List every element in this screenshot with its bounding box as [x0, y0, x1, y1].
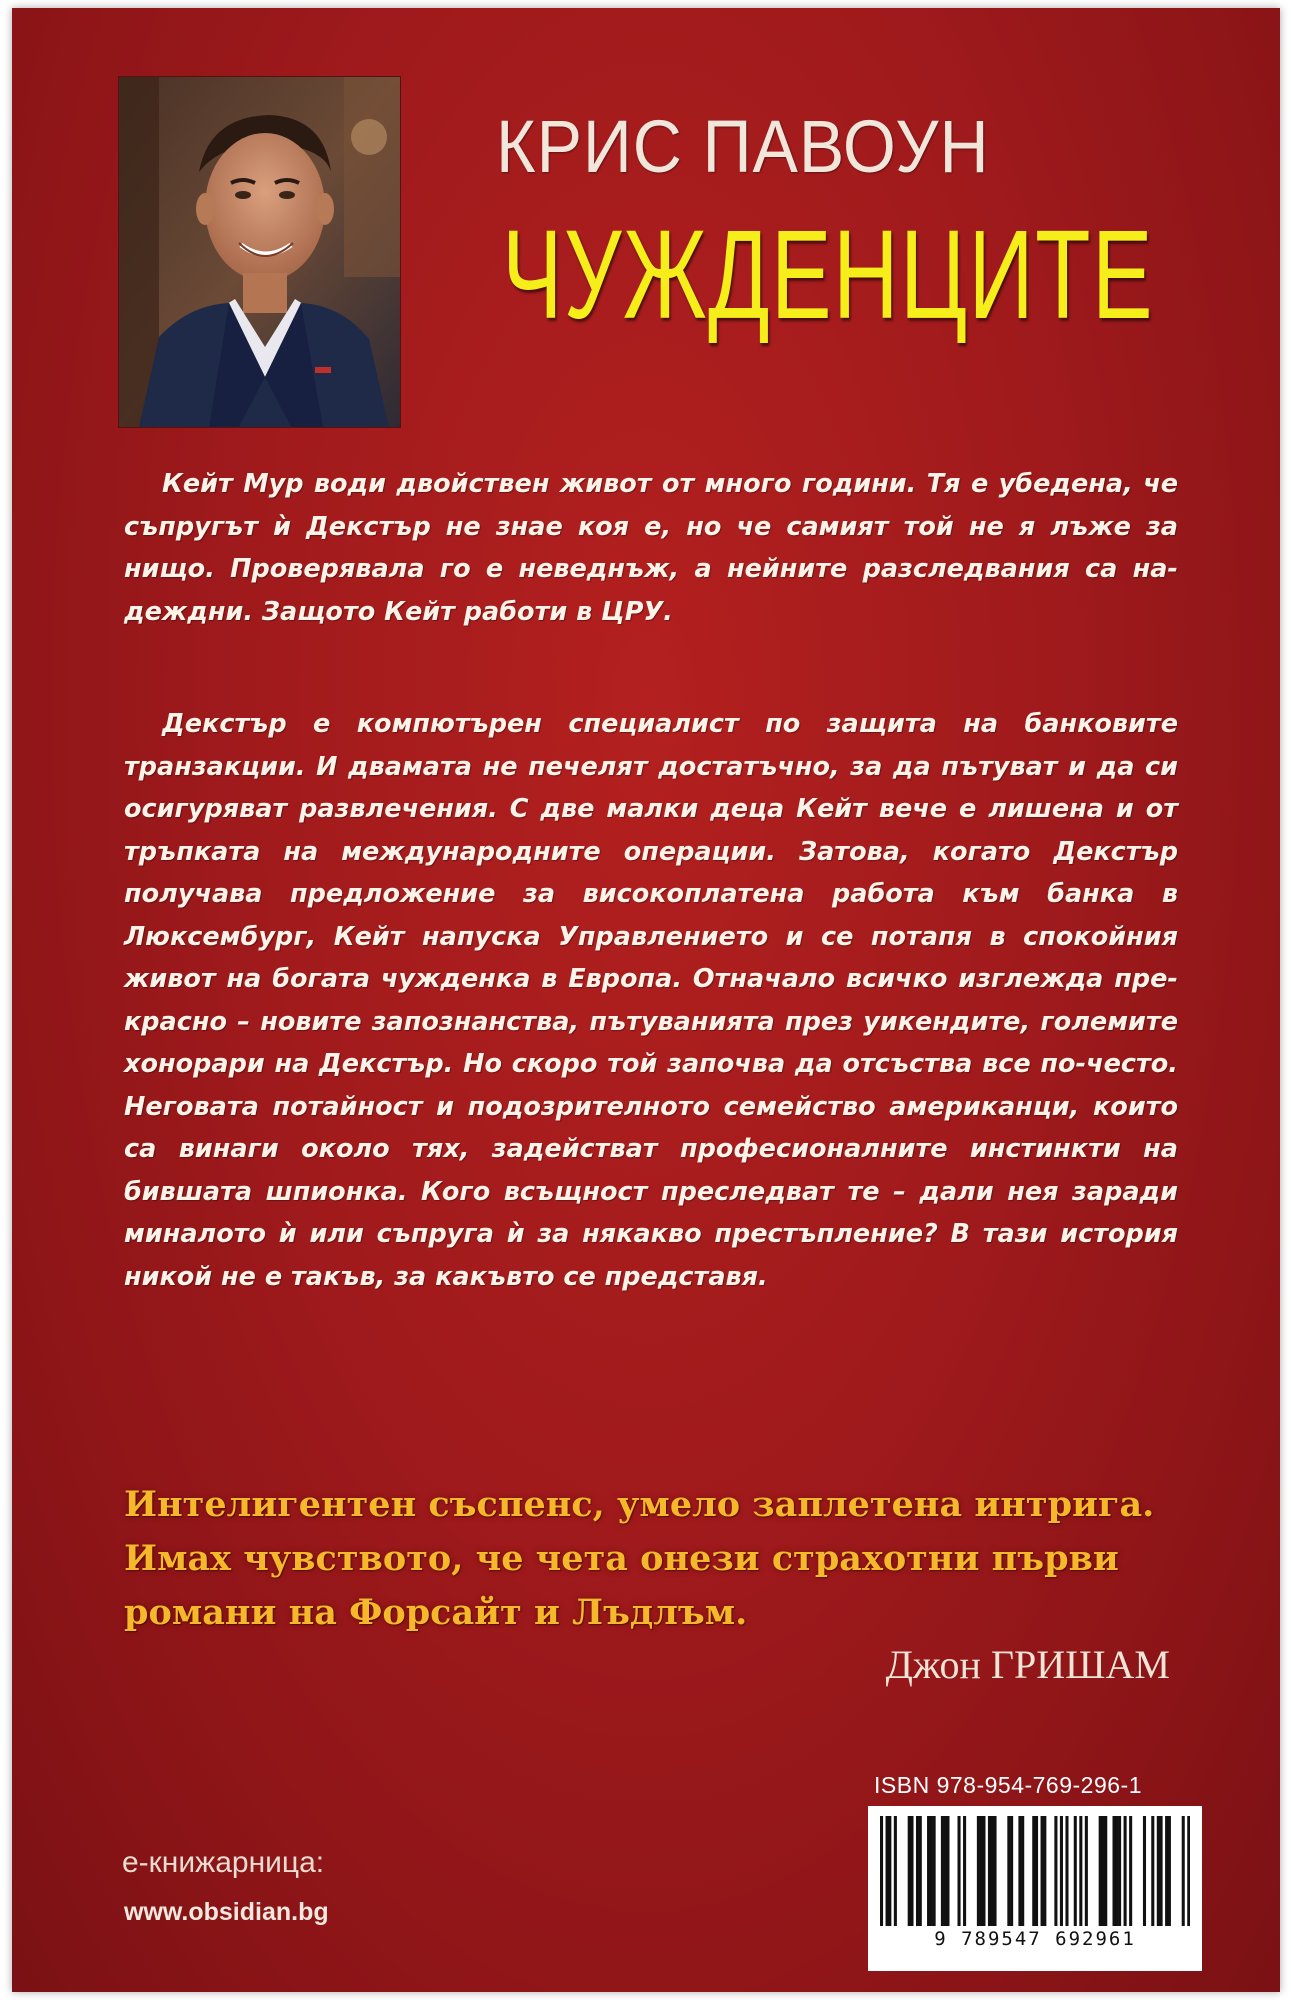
barcode-bar — [1160, 1816, 1163, 1926]
barcode-bar — [944, 1816, 947, 1926]
book-back-cover — [12, 8, 1280, 1992]
barcode-bar — [1085, 1816, 1088, 1926]
barcode-bar — [927, 1816, 930, 1926]
barcode-bar — [1010, 1816, 1013, 1926]
barcode-bar — [1032, 1816, 1035, 1926]
author-name: КРИС ПАВОУН — [496, 105, 990, 188]
author-photo — [118, 76, 401, 428]
barcode-bar — [1099, 1816, 1102, 1926]
barcode-bar — [1079, 1816, 1082, 1926]
barcode-bar — [980, 1816, 983, 1926]
barcode-bar — [963, 1816, 966, 1926]
barcode-bar — [993, 1816, 996, 1926]
barcode-bar — [1115, 1816, 1118, 1926]
barcode-bar — [919, 1816, 922, 1926]
blurb-paragraph-2 — [124, 703, 1178, 1298]
publisher-website[interactable]: www.obsidian.bg — [124, 1898, 329, 1926]
barcode-bar — [1101, 1816, 1104, 1926]
barcode-bar — [982, 1816, 985, 1926]
barcode-bar — [1118, 1816, 1121, 1926]
isbn-number: ISBN 978-954-769-296-1 — [874, 1772, 1142, 1798]
barcode-bar — [988, 1816, 991, 1926]
review-quote-line: Интелигентен съспенс, умело заплетена интрига. — [124, 1484, 1155, 1525]
barcode-bar — [1018, 1816, 1021, 1926]
barcode-bar — [977, 1816, 980, 1926]
barcode-bar — [886, 1816, 889, 1926]
barcode-bar — [946, 1816, 949, 1926]
barcode-bar — [880, 1816, 883, 1926]
barcode-bar — [1065, 1816, 1068, 1926]
review-quote-line: романи на Форсайт и Лъдлъм. — [124, 1592, 748, 1633]
barcode-bar — [1041, 1816, 1044, 1926]
barcode-bar — [1043, 1816, 1046, 1926]
barcode-bar — [933, 1816, 936, 1926]
barcode-bar — [1035, 1816, 1038, 1926]
barcode-bar — [1021, 1816, 1024, 1926]
barcode-bar — [1104, 1816, 1107, 1926]
barcode-bar — [1151, 1816, 1154, 1926]
barcode-digits: 9 789547 692961 — [934, 1928, 1136, 1950]
barcode-bar — [908, 1816, 911, 1926]
author-portrait-image — [119, 77, 400, 427]
book-title: ЧУЖДЕНЦИТЕ — [502, 204, 1154, 345]
review-quote-line: Имах чувството, че чета онези страхотни първи — [124, 1538, 1119, 1579]
barcode-bar — [1124, 1816, 1127, 1926]
blurb-paragraph-1-text: Кейт Мур води двойствен живот от много години. Тя е убедена, че съпругът ѝ Декстър не знае коя е, но че самият той не я лъже за нищо. Проверявала го е неведнъж, а нейните разследвания са надеждни. Защото Кейт работи в ЦРУ. — [124, 469, 1178, 627]
barcode-bar — [1129, 1816, 1132, 1926]
blurb-paragraph-1 — [124, 463, 1178, 633]
barcode-bar — [1054, 1816, 1057, 1926]
barcode-bar — [991, 1816, 994, 1926]
barcode-bar — [1187, 1816, 1190, 1926]
review-quote — [124, 1478, 1204, 1640]
barcode-bar — [1182, 1816, 1185, 1926]
barcode-bar — [910, 1816, 913, 1926]
barcode-bar — [1007, 1816, 1010, 1926]
barcode-bar — [958, 1816, 961, 1926]
barcode-bar — [1060, 1816, 1063, 1926]
barcode-bars — [880, 1816, 1190, 1926]
barcode-bar — [894, 1816, 897, 1926]
barcode-bar — [1168, 1816, 1171, 1926]
barcode-bar — [1143, 1816, 1146, 1926]
barcode-bar — [1165, 1816, 1168, 1926]
barcode-bar — [941, 1816, 944, 1926]
barcode-bar — [1157, 1816, 1160, 1926]
barcode-bar — [930, 1816, 933, 1926]
blurb-paragraph-2-text: Декстър е компютърен специалист по защита на банковите транзакции. И двамата не печелят достатъчно, за да пътуват и да си осигуряват развлечения. С две малки деца Кейт вече е лишена и от тръпката на международните операции. Затова, когато Декстър получава предложение за високоплатена работа към банка в Люксембург, Кейт напуска Управлението и се потапя в спокойния живот на богата чужденка в Европа. Отначало всичко изглежда прекрасно – новите запознанства, пътуванията през уикендите, големите хонорари на Декстър. Но скоро той започва да отсъства все по-често. Неговата потайност и подозрителното семейство американци, които са винаги около тях, задействат професионалните инстинкти на бившата шпионка. Кого всъщност преследват те – дали нея заради миналото ѝ или съпруга ѝ за някакво престъпление? В тази история никой не е такъв, за какъвто се представя. — [124, 709, 1178, 1292]
barcode-bar — [916, 1816, 919, 1926]
barcode — [868, 1806, 1202, 1971]
barcode-bar — [888, 1816, 891, 1926]
barcode-bar — [1074, 1816, 1077, 1926]
barcode-bar — [1113, 1816, 1116, 1926]
e-shop-label: е-книжарница: — [122, 1846, 325, 1879]
quote-attribution: Джон ГРИШАМ — [885, 1642, 1170, 1687]
